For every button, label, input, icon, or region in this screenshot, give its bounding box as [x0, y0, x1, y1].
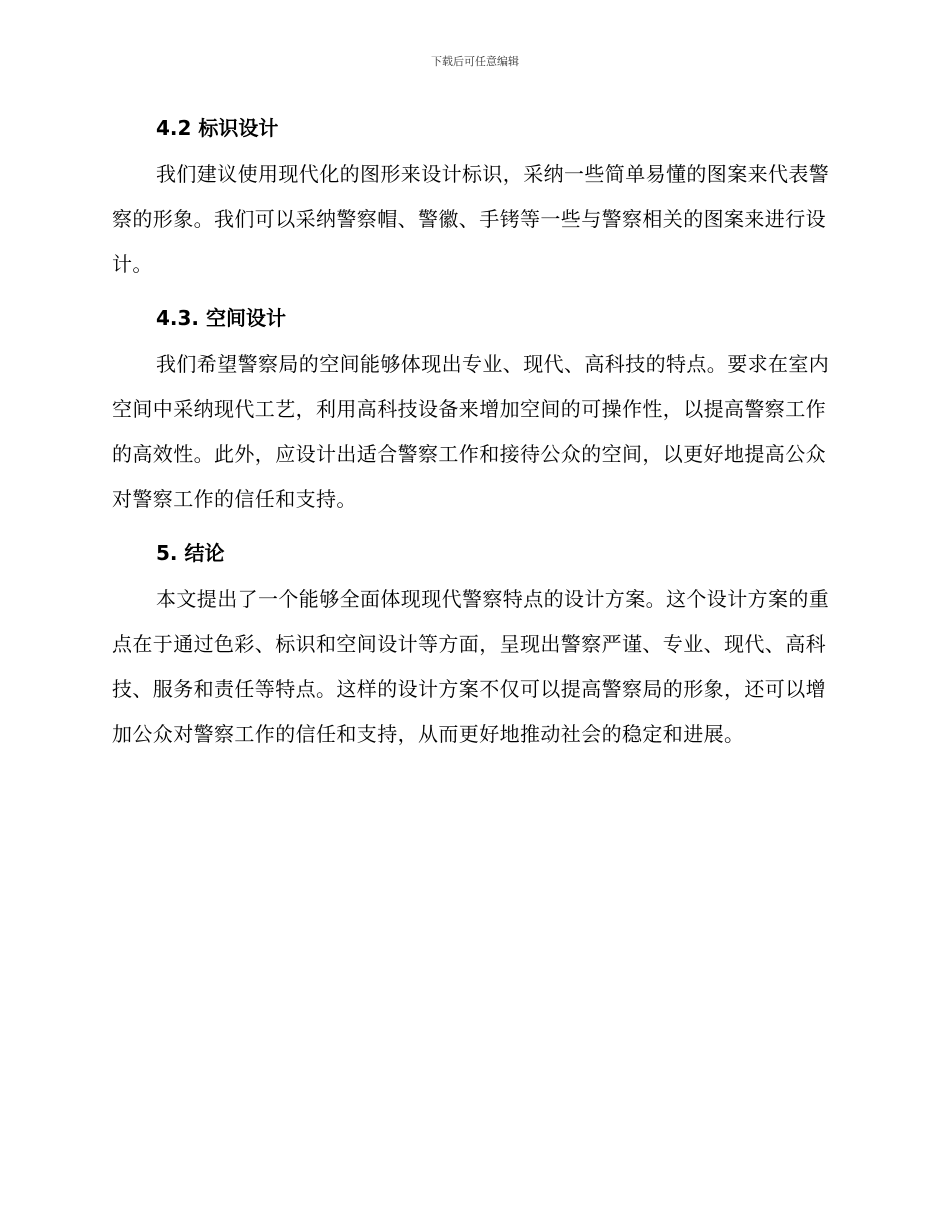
section-paragraph-space-design: 我们希望警察局的空间能够体现出专业、现代、高科技的特点。要求在室内空间中采纳现代工艺，利用高科技设备来增加空间的可操作性，以提高警察工作的高效性。此外，应设计出适合警察工作和接待公众的空间，以更好地提高公众对警察工作的信任和支持。: [112, 352, 830, 511]
section-heading-space-design: 4.3. 空间设计: [156, 306, 286, 330]
section-paragraph-conclusion: 本文提出了一个能够全面体现现代警察特点的设计方案。这个设计方案的重点在于通过色彩、标识和空间设计等方面，呈现出警察严谨、专业、现代、高科技、服务和责任等特点。这样的设计方案不仅可以提高警察局的形象，还可以增加公众对警察工作的信任和支持，从而更好地推动社会的稳定和进展。: [112, 587, 830, 746]
document-body: [112, 110, 832, 757]
page-header: 下载后可任意编辑: [431, 55, 519, 68]
section-heading-conclusion: 5. 结论: [156, 541, 225, 565]
section-heading-logo-design: 4.2 标识设计: [156, 116, 279, 140]
section-paragraph-logo-design: 我们建议使用现代化的图形来设计标识，采纳一些简单易懂的图案来代表警察的形象。我们可以采纳警察帽、警徽、手铐等一些与警察相关的图案来进行设计。: [112, 162, 830, 276]
